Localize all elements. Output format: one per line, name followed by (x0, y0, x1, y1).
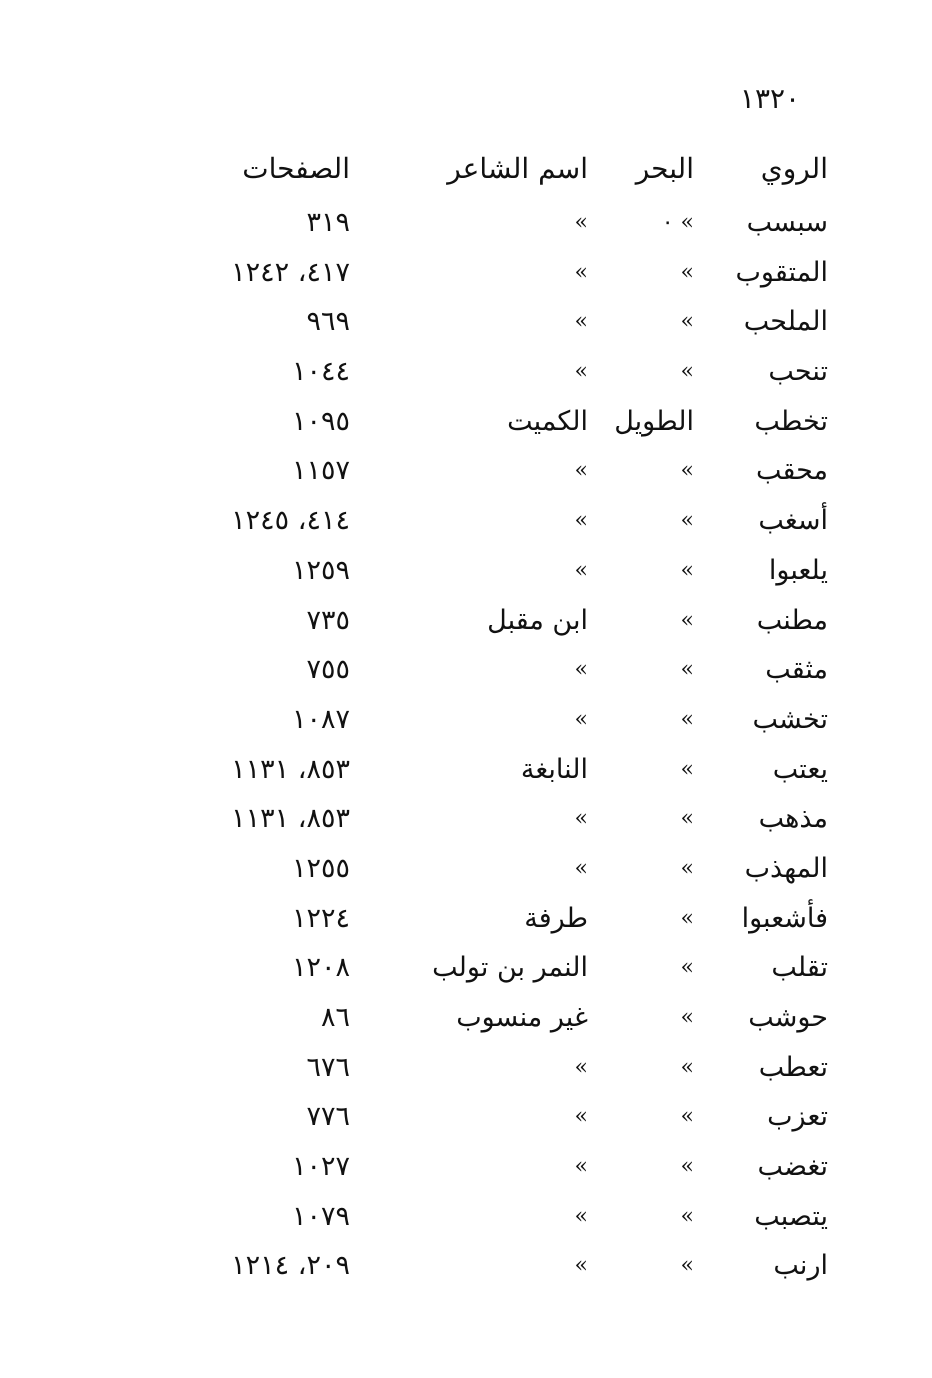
cell-poet: » (574, 1203, 588, 1229)
cell-rawi: مذهب (758, 803, 828, 835)
cell-poet: » (574, 806, 588, 832)
table-row (0, 794, 932, 844)
table-row (0, 446, 932, 496)
cell-poet: » (574, 210, 588, 235)
page-number: ١٣٢٠ (739, 82, 801, 115)
cell-pages: ٦٧٦ (306, 1051, 350, 1083)
cell-poet: ابن مقبل (487, 604, 588, 636)
cell-bahr: » (680, 955, 694, 981)
cell-pages: ١٠٤٤ (291, 356, 350, 388)
cell-pages: ١٢٥٥ (291, 852, 350, 884)
table-body (0, 198, 932, 1291)
cell-poet: » (574, 706, 588, 732)
cell-pages: ٨٥٣، ١١٣١ (231, 803, 350, 835)
column-header-rawi: الروي (760, 152, 828, 185)
cell-bahr: » (680, 1154, 694, 1180)
cell-pages: ١٠٧٩ (291, 1200, 350, 1232)
cell-poet: » (574, 557, 588, 583)
table-header-row (0, 140, 932, 198)
cell-pages: ٢٠٩، ١٢١٤ (231, 1250, 350, 1282)
cell-bahr: » (680, 458, 694, 484)
table-row (0, 496, 932, 546)
cell-pages: ١٢٠٨ (291, 952, 350, 984)
cell-rawi: يعتب (772, 753, 828, 785)
column-header-pages: الصفحات (242, 152, 350, 185)
cell-rawi: تنحب (768, 356, 828, 388)
rhyme-index-table (0, 140, 932, 1291)
table-row (0, 943, 932, 993)
cell-pages: ١٢٢٤ (291, 902, 350, 934)
cell-poet: » (574, 855, 588, 881)
cell-rawi: تخطب (754, 405, 828, 437)
cell-bahr: » (680, 1054, 694, 1080)
cell-rawi: تقلب (771, 952, 828, 984)
table-row (0, 297, 932, 347)
column-header-bahr: البحر (635, 152, 694, 185)
cell-pages: ٨٦ (320, 1002, 350, 1033)
table-row (0, 844, 932, 894)
cell-poet: » (574, 458, 588, 484)
cell-poet: » (574, 1104, 588, 1130)
cell-rawi: مثقب (765, 654, 828, 686)
cell-bahr: » (680, 508, 694, 534)
cell-rawi: مطنب (756, 604, 828, 636)
cell-poet: الكميت (507, 405, 588, 437)
cell-rawi: يتصبب (754, 1200, 828, 1232)
cell-poet: » (574, 1154, 588, 1180)
cell-rawi: فأشعبوا (741, 902, 828, 934)
cell-pages: ١٢٥٩ (291, 554, 350, 586)
cell-rawi: تغضب (757, 1151, 828, 1183)
cell-bahr: » (680, 1104, 694, 1130)
cell-bahr: » (680, 905, 694, 931)
cell-poet: » (574, 259, 588, 285)
cell-rawi: تعزب (767, 1101, 828, 1133)
table-row (0, 198, 932, 248)
cell-pages: ١١٥٧ (291, 455, 350, 487)
cell-rawi: المهذب (744, 852, 828, 884)
cell-rawi: المتقوب (735, 256, 828, 288)
cell-rawi: حوشب (748, 1002, 828, 1033)
cell-poet: » (574, 508, 588, 534)
cell-pages: ٤١٧، ١٢٤٢ (231, 256, 350, 288)
cell-rawi: تخشب (752, 703, 828, 735)
table-row (0, 1043, 932, 1093)
table-row (0, 1092, 932, 1142)
cell-bahr: » (680, 1005, 694, 1030)
cell-pages: ١٠٨٧ (291, 703, 350, 735)
cell-poet: النابغة (520, 753, 588, 785)
cell-bahr: » (680, 359, 694, 385)
table-row (0, 645, 932, 695)
cell-pages: ٨٥٣، ١١٣١ (231, 753, 350, 785)
column-header-poet: اسم الشاعر (447, 152, 588, 185)
cell-bahr: » (680, 309, 694, 335)
cell-pages: ٧٧٦ (306, 1101, 350, 1133)
cell-rawi: الملحب (743, 306, 828, 338)
cell-poet: طرفة (524, 902, 588, 934)
cell-poet: » (574, 1253, 588, 1279)
cell-rawi: تعطب (758, 1051, 828, 1083)
cell-pages: ٧٥٥ (306, 654, 350, 686)
cell-rawi: ارنب (773, 1250, 828, 1282)
table-row (0, 695, 932, 745)
cell-poet: » (574, 1054, 588, 1080)
table-row (0, 596, 932, 646)
cell-bahr: » (680, 806, 694, 832)
cell-poet: » (574, 359, 588, 385)
table-row (0, 745, 932, 795)
cell-bahr: » (680, 1253, 694, 1279)
cell-poet: » (574, 309, 588, 335)
cell-pages: ٩٦٩ (306, 306, 350, 338)
table-row (0, 397, 932, 447)
cell-bahr: » (680, 756, 694, 782)
cell-pages: ١٠٩٥ (291, 405, 350, 437)
cell-pages: ١٠٢٧ (291, 1151, 350, 1183)
cell-rawi: أسغب (758, 505, 828, 537)
cell-rawi: محقب (755, 455, 828, 487)
cell-bahr: » (680, 855, 694, 881)
table-row (0, 1192, 932, 1242)
cell-rawi: سبسب (746, 207, 828, 238)
table-row (0, 993, 932, 1043)
cell-bahr: » (680, 607, 694, 633)
cell-bahr: » ٠ (661, 210, 694, 235)
table-row (0, 1241, 932, 1291)
cell-poet: » (574, 657, 588, 683)
cell-pages: ٣١٩ (306, 207, 350, 238)
table-row (0, 546, 932, 596)
table-row (0, 347, 932, 397)
table-row (0, 894, 932, 944)
table-row (0, 248, 932, 298)
cell-poet: غير منسوب (456, 1002, 588, 1033)
cell-poet: النمر بن تولب (432, 952, 588, 984)
cell-pages: ٧٣٥ (306, 604, 350, 636)
cell-bahr: » (680, 706, 694, 732)
cell-bahr: الطويل (614, 405, 694, 437)
cell-bahr: » (680, 259, 694, 285)
cell-bahr: » (680, 1203, 694, 1229)
cell-bahr: » (680, 657, 694, 683)
cell-pages: ٤١٤، ١٢٤٥ (231, 505, 350, 537)
cell-rawi: يلعبوا (768, 554, 828, 586)
cell-bahr: » (680, 557, 694, 583)
table-row (0, 1142, 932, 1192)
